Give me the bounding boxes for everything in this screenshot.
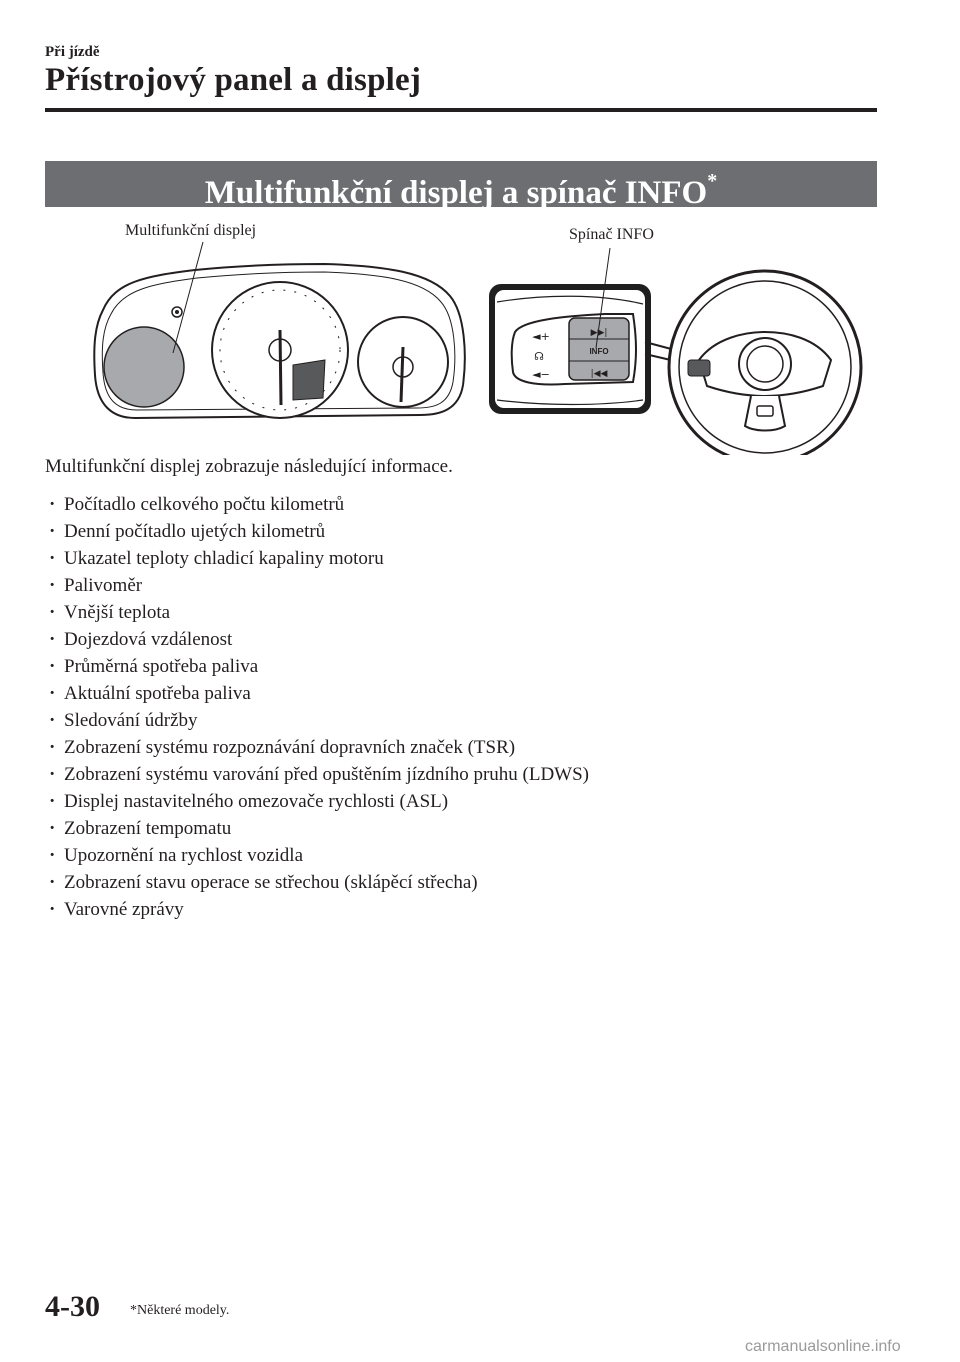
instrument-cluster-figure xyxy=(45,210,877,455)
info-button-label: INFO xyxy=(589,347,609,356)
list-item: · Sledování údržby xyxy=(47,707,589,734)
section-label: Při jízdě xyxy=(45,44,100,60)
label-multifunction-display: Multifunkční displej xyxy=(125,222,257,239)
list-item: · Ukazatel teploty chladicí kapaliny motoru xyxy=(47,545,589,572)
footnote: *Některé modely. xyxy=(130,1303,230,1318)
cluster-illustration xyxy=(45,210,877,455)
svg-text:◄−: ◄− xyxy=(532,368,550,381)
svg-text:|◀◀: |◀◀ xyxy=(590,369,608,379)
list-item: · Zobrazení tempomatu xyxy=(47,815,589,842)
svg-text:☊: ☊ xyxy=(534,350,544,363)
list-item: · Zobrazení systému varování před opuštěním jízdního pruhu (LDWS) xyxy=(47,761,589,788)
label-info-switch: Spínač INFO xyxy=(569,226,654,243)
list-item: · Průměrná spotřeba paliva xyxy=(47,653,589,680)
page-number: 4-30 xyxy=(45,1290,100,1323)
watermark: carmanualsonline.info xyxy=(745,1338,901,1355)
info-list xyxy=(47,491,589,923)
svg-text:◄+: ◄+ xyxy=(532,330,550,343)
section-title: Multifunkční displej a spínač INFO xyxy=(204,175,708,211)
list-item: · Počítadlo celkového počtu kilometrů xyxy=(47,491,589,518)
list-item: · Aktuální spotřeba paliva xyxy=(47,680,589,707)
display-leader-line xyxy=(173,242,203,353)
section-title-bar xyxy=(45,161,877,211)
list-item: · Displej nastavitelného omezovače rychlosti (ASL) xyxy=(47,788,589,815)
multifunction-display xyxy=(104,327,184,407)
list-item: · Varovné zprávy xyxy=(47,896,589,923)
footnote-mark: * xyxy=(707,170,718,192)
list-item: · Zobrazení stavu operace se střechou (sklápěcí střecha) xyxy=(47,869,589,896)
intro-text: Multifunkční displej zobrazuje následující informace. xyxy=(45,456,453,477)
svg-text:▶▶|: ▶▶| xyxy=(590,328,608,338)
chapter-title: Přístrojový panel a displej xyxy=(45,62,422,98)
list-item: · Palivoměr xyxy=(47,572,589,599)
list-item: · Vnější teplota xyxy=(47,599,589,626)
header-rule xyxy=(45,108,877,112)
list-item: · Dojezdová vzdálenost xyxy=(47,626,589,653)
list-item: · Zobrazení systému rozpoznávání dopravních značek (TSR) xyxy=(47,734,589,761)
list-item: · Upozornění na rychlost vozidla xyxy=(47,842,589,869)
speed-display-window xyxy=(293,360,325,400)
list-item: · Denní počítadlo ujetých kilometrů xyxy=(47,518,589,545)
